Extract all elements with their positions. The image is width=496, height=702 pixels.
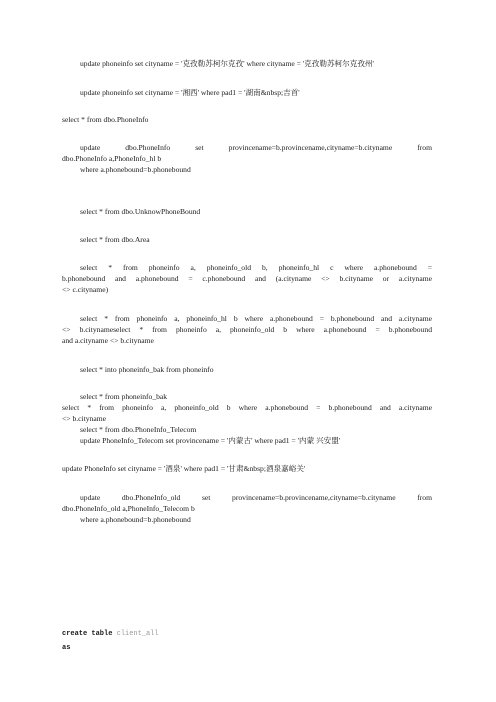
sql-line-15: select * into phoneinfo_bak from phoneinfo [80,365,214,374]
sql-line-6: where a.phonebound=b.phonebound [80,165,191,174]
sql-line-24: where a.phonebound=b.phonebound [80,515,191,524]
sql-line-5: dbo.PhoneInfo a,PhoneInfo_hl b [62,154,162,163]
sql-line-10: b.phonebound and a.phonebound = c.phonebound and (a.cityname <> b.cityname or a.cityname [62,274,432,283]
sql-line-19: select * from dbo.PhoneInfo_Telecom [80,425,197,434]
code-as-keyword: as [62,644,71,652]
sql-line-21: update PhoneInfo set cityname = '酒泉' where pad1 = '甘肃&nbsp;酒泉嘉峪关' [62,464,306,473]
sql-line-17: select * from phoneinfo a, phoneinfo_old b where a.phonebound = b.phonebound and a.cityname [62,403,432,412]
sql-line-8: select * from dbo.Area [80,235,150,244]
sql-line-22: update dbo.PhoneInfo_old set provincename=b.provincename,cityname=b.cityname from [80,493,432,502]
sql-line-3: select * from dbo.PhoneInfo [62,115,149,124]
code-keyword-create-table: create table [62,630,113,638]
sql-line-11: <> c.cityname) [62,285,109,294]
sql-line-23: dbo.PhoneInfo_old a,PhoneInfo_Telecom b [62,504,195,513]
sql-line-14: and a.cityname <> b.cityname [62,336,154,345]
sql-line-20: update PhoneInfo_Telecom set provincename = '内蒙古' where pad1 = '内蒙 兴安盟' [80,436,341,445]
sql-line-9: select * from phoneinfo a, phoneinfo_old b, phoneinfo_hl c where a.phonebound = [80,263,432,272]
sql-line-13: <> b.citynameselect * from phoneinfo a, phoneinfo_old b where a.phonebound = b.phonebound [62,325,432,334]
sql-line-4: update dbo.PhoneInfo set provincename=b.provincename,cityname=b.cityname from [80,143,432,152]
code-table-name: client_all [116,630,159,638]
code-create-table [62,629,159,641]
sql-line-16: select * from phoneinfo_bak [80,392,168,401]
sql-line-1: update phoneinfo set cityname = '克孜勒苏柯尔克孜' where cityname = '克孜勒苏柯尔克孜州' [80,59,374,68]
sql-line-12: select * from phoneinfo a, phoneinfo_hl b where a.phonebound = b.phonebound and a.cityname [80,314,432,323]
sql-line-18: <> b.cityname [62,414,106,423]
sql-line-7: select * from dbo.UnknowPhoneBound [80,207,201,216]
sql-line-2: update phoneinfo set cityname = '湘西' where pad1 = '湖南&nbsp;吉首' [80,88,300,97]
